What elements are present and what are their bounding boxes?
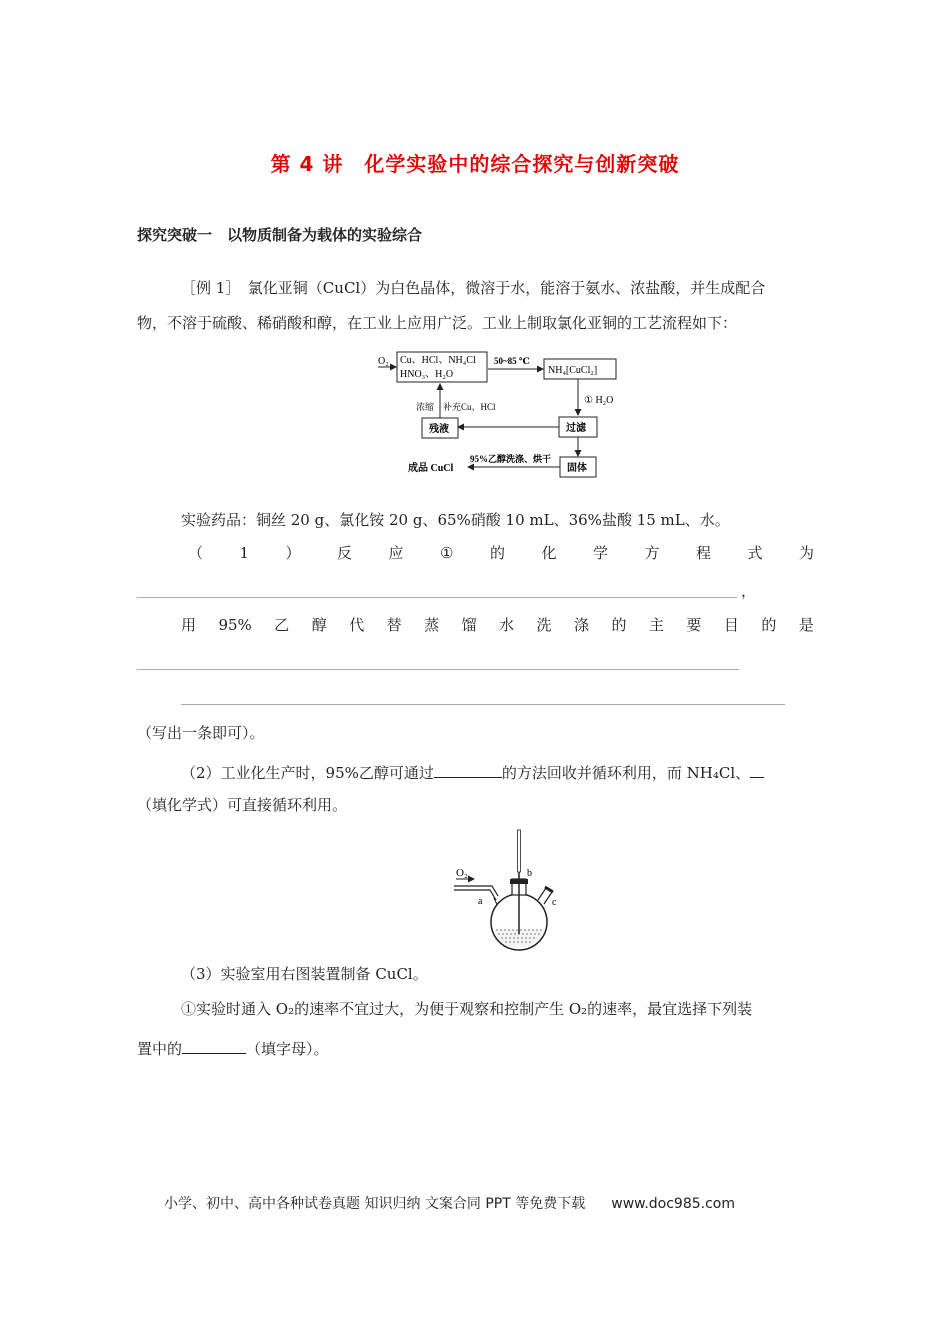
q1-token: 的 xyxy=(489,544,505,562)
q2-part1: （2）工业化生产时，95%乙醇可通过 xyxy=(181,764,434,782)
flow-residue-label: 残液 xyxy=(429,424,449,435)
q3-1-blank xyxy=(182,1038,246,1054)
flow-product-label: NH₄[CuCl₂] xyxy=(548,365,598,376)
apparatus-figure xyxy=(452,826,572,952)
q1-token: 化 xyxy=(541,544,557,562)
q1-token: 为 xyxy=(798,544,814,562)
apparatus-label-b: b xyxy=(527,868,532,879)
q1b-token: 洗 xyxy=(536,616,552,634)
q1b-token: 要 xyxy=(686,616,702,634)
question-3-line: （3）实验室用右图装置制备 CuCl。 xyxy=(181,965,428,983)
flow-final-label: 成品 CuCl xyxy=(408,463,454,474)
q3-1-part2: 置中的 xyxy=(137,1040,183,1058)
flow-reactants-line1: Cu、HCl、NH₄Cl xyxy=(400,355,476,366)
q1-token: 反 xyxy=(337,544,353,562)
reagents-line: 实验药品：铜丝 20 g、氯化铵 20 g、65%硝酸 10 mL、36%盐酸 15 mL、水。 xyxy=(181,511,730,529)
q1-token: 程 xyxy=(695,544,711,562)
apparatus-inlet-tube xyxy=(454,886,498,900)
q1-token: ） xyxy=(285,544,301,562)
flow-step1-label: ① H₂O xyxy=(584,395,614,406)
answer-line-2 xyxy=(137,669,739,670)
question-2-line-2: （填化学式）可直接循环利用。 xyxy=(137,796,348,814)
q1b-token: 的 xyxy=(761,616,777,634)
q2-part2: 的方法回收并循环利用，而 NH₄Cl、 xyxy=(501,764,751,782)
q2-blank-2 xyxy=(750,762,764,778)
question-2-line-1 xyxy=(181,762,764,781)
apparatus-thermometer-top xyxy=(518,830,521,872)
q1b-token: 蒸 xyxy=(424,616,440,634)
process-flow-diagram xyxy=(370,348,630,480)
answer-line-1 xyxy=(137,597,737,598)
q1-token: 式 xyxy=(747,544,763,562)
q1-token: 方 xyxy=(644,544,660,562)
question-1-line xyxy=(188,546,814,561)
q1b-token: 95% xyxy=(218,616,252,634)
example-line-1: ［例 1］ 氯化亚铜（CuCl）为白色晶体，微溶于水，能溶于氨水、浓盐酸，并生成配合 xyxy=(181,279,766,297)
question-1b-line xyxy=(181,618,814,633)
q1b-token: 水 xyxy=(499,616,515,634)
question-3-1-line-2 xyxy=(137,1038,329,1057)
flow-o2-label: O₂ xyxy=(378,356,389,367)
q1-comma: ， xyxy=(741,582,757,600)
apparatus-label-a: a xyxy=(478,896,483,907)
flow-solid-label: 固体 xyxy=(567,463,587,474)
q1b-token: 乙 xyxy=(274,616,290,634)
q1b-token: 替 xyxy=(386,616,402,634)
question-3-1-line-1: ①实验时通入 O₂的速率不宜过大，为便于观察和控制产生 O₂的速率，最宜选择下列装 xyxy=(181,1000,753,1018)
example-line-2: 物，不溶于硫酸、稀硝酸和醇，在工业上应用广泛。工业上制取氯化亚铜的工艺流程如下： xyxy=(137,314,738,332)
q1-note: （写出一条即可）。 xyxy=(137,724,265,742)
flow-wash-label: 95%乙醇洗涤、烘干 xyxy=(470,454,552,464)
q1b-token: 醇 xyxy=(311,616,327,634)
footer-text: 小学、初中、高中各种试卷真题 知识归纳 文案合同 PPT 等免费下载 xyxy=(164,1196,586,1212)
q1b-token: 主 xyxy=(648,616,664,634)
flow-temp-label: 50~85 ℃ xyxy=(494,356,530,366)
q1b-token: 馏 xyxy=(461,616,477,634)
q1-token: 应 xyxy=(388,544,404,562)
q1b-token: 目 xyxy=(723,616,739,634)
q1-token: 1 xyxy=(239,544,250,562)
flow-filter-label: 过滤 xyxy=(566,423,586,434)
q1b-token: 的 xyxy=(611,616,627,634)
flow-concentrate-label: 浓缩 xyxy=(416,402,435,412)
q1-token: 学 xyxy=(592,544,608,562)
q1b-token: 涤 xyxy=(574,616,590,634)
flow-supplement-label: 补充Cu、HCl xyxy=(443,402,496,412)
q3-1-part3: （填字母）。 xyxy=(246,1040,329,1058)
flow-reactants-line2: HNO₃、H₂O xyxy=(400,369,454,380)
footer-url[interactable]: www.doc985.com xyxy=(611,1196,735,1212)
page-footer xyxy=(164,1193,735,1213)
q1b-token: 是 xyxy=(798,616,814,634)
q1-token: （ xyxy=(188,544,204,562)
q1-token: ① xyxy=(440,544,454,562)
q1b-token: 用 xyxy=(181,616,197,634)
q1b-token: 代 xyxy=(349,616,365,634)
page-title: 第 4 讲 化学实验中的综合探究与创新突破 xyxy=(270,152,680,176)
apparatus-label-c: c xyxy=(552,897,557,908)
answer-line-3 xyxy=(181,704,785,705)
q2-blank-1 xyxy=(434,762,502,778)
apparatus-o2-label: O₂ xyxy=(456,867,468,879)
section-heading: 探究突破一 以物质制备为载体的实验综合 xyxy=(137,226,423,244)
